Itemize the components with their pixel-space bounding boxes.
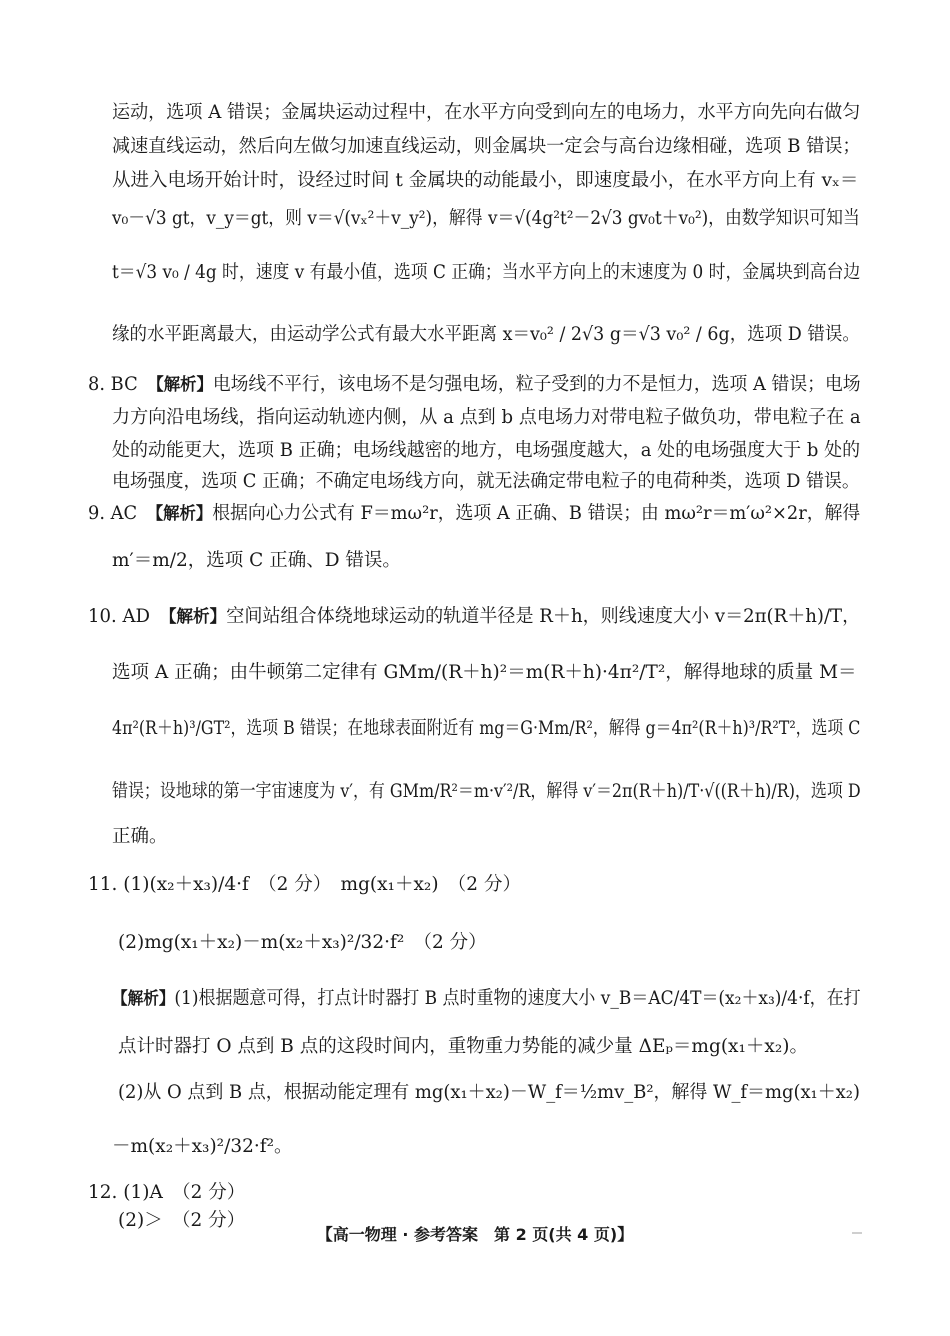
text-line: 处的动能更大，选项 B 正确；电场线越密的地方，电场强度越大，a 处的电场强度大于 b 处的 — [112, 440, 861, 461]
scan-mark — [852, 1232, 862, 1234]
text-line: (2)从 O 点到 B 点，根据动能定理有 mg(x₁＋x₂)－W_f＝½mv_B²，解得 W_f＝mg(x₁＋x₂) — [118, 1082, 860, 1103]
analysis-label: 【解析】 — [112, 989, 175, 1009]
answer-number: 8. BC — [88, 374, 138, 395]
text-line: 根据向心力公式有 F＝mω²r，选项 A 正确、B 错误；由 mω²r＝m′ω²×2r，解得 — [212, 503, 861, 524]
text-line: 减速直线运动，然后向左做匀加速直线运动，则金属块一定会与高台边缘相碰，选项 B 错误； — [112, 136, 861, 157]
answer-line: 11. (1)(x₂＋x₃)/4·f （2 分） mg(x₁＋x₂) （2 分） — [88, 874, 521, 895]
text-line: 错误；设地球的第一宇宙速度为 v′，有 GMm/R²＝m·v′²/R，解得 v′＝2π(R＋h)/T·√((R＋h)/R)，选项 D — [112, 781, 861, 802]
text-line: 力方向沿电场线，指向运动轨迹内侧，从 a 点到 b 点电场力对带电粒子做负功，带电粒子在 a — [112, 407, 861, 428]
text-line: 正确。 — [112, 826, 168, 847]
analysis-label: 【解析】 — [154, 504, 213, 524]
answer-number: 9. AC — [88, 503, 138, 524]
text-line: 运动，选项 A 错误；金属块运动过程中，在水平方向受到向左的电场力，水平方向先向右做匀 — [112, 102, 861, 123]
text-line: －m(x₂＋x₃)²/32·f²。 — [112, 1136, 293, 1157]
text-line: 从进入电场开始计时，设经过时间 t 金属块的动能最小，即速度最小，在水平方向上有 vₓ＝ — [112, 170, 859, 191]
text-line: 空间站组合体绕地球运动的轨道半径是 R＋h，则线速度大小 v＝2π(R＋h)/T， — [226, 606, 861, 627]
text-line: 电场强度，选项 C 正确；不确定电场线方向，就无法确定带电粒子的电荷种类，选项 D 错误。 — [112, 471, 860, 492]
answer-line: (2)＞ （2 分） — [118, 1210, 246, 1231]
text-line: t＝√3 v₀ / 4g 时，速度 v 有最小值，选项 C 正确；当水平方向上的末速度为 0 时，金属块到高台边 — [112, 262, 861, 283]
text-line: v₀－√3 gt，v_y＝gt，则 v＝√(vₓ²＋v_y²)，解得 v＝√(4g²t²－2√3 gv₀t＋v₀²)，由数学知识可知当 — [112, 208, 860, 229]
text-line: 点计时器打 O 点到 B 点的这段时间内，重物重力势能的减少量 ΔEₚ＝mg(x₁＋x₂)。 — [118, 1036, 808, 1057]
text-line: 选项 A 正确；由牛顿第二定律有 GMm/(R＋h)²＝m(R＋h)·4π²/T²，解得地球的质量 M＝ — [112, 662, 857, 683]
answer-number: 10. AD — [88, 606, 151, 627]
text-line: 电场线不平行，该电场不是匀强电场，粒子受到的力不是恒力，选项 A 错误；电场 — [212, 374, 861, 395]
page-footer: 【高一物理 · 参考答案 第 2 页(共 4 页)】 — [316, 1225, 634, 1244]
analysis-label: 【解析】 — [168, 607, 227, 627]
text-line: 4π²(R＋h)³/GT²，选项 B 错误；在地球表面附近有 mg＝G·Mm/R²，解得 g＝4π²(R＋h)³/R²T²，选项 C — [112, 718, 861, 739]
answer-line: 12. (1)A （2 分） — [88, 1182, 246, 1203]
analysis-label: 【解析】 — [155, 375, 213, 395]
text-line: (1)根据题意可得，打点计时器打 B 点时重物的速度大小 v_B＝AC/4T＝(x₂＋x₃)/4·f，在打 — [174, 988, 861, 1009]
answer-line: (2)mg(x₁＋x₂)－m(x₂＋x₃)²/32·f² （2 分） — [118, 932, 487, 953]
text-line: 缘的水平距离最大，由运动学公式有最大水平距离 x＝v₀² / 2√3 g＝√3 v₀² / 6g，选项 D 错误。 — [112, 324, 860, 345]
text-line: m′＝m/2，选项 C 正确、D 错误。 — [112, 550, 401, 571]
